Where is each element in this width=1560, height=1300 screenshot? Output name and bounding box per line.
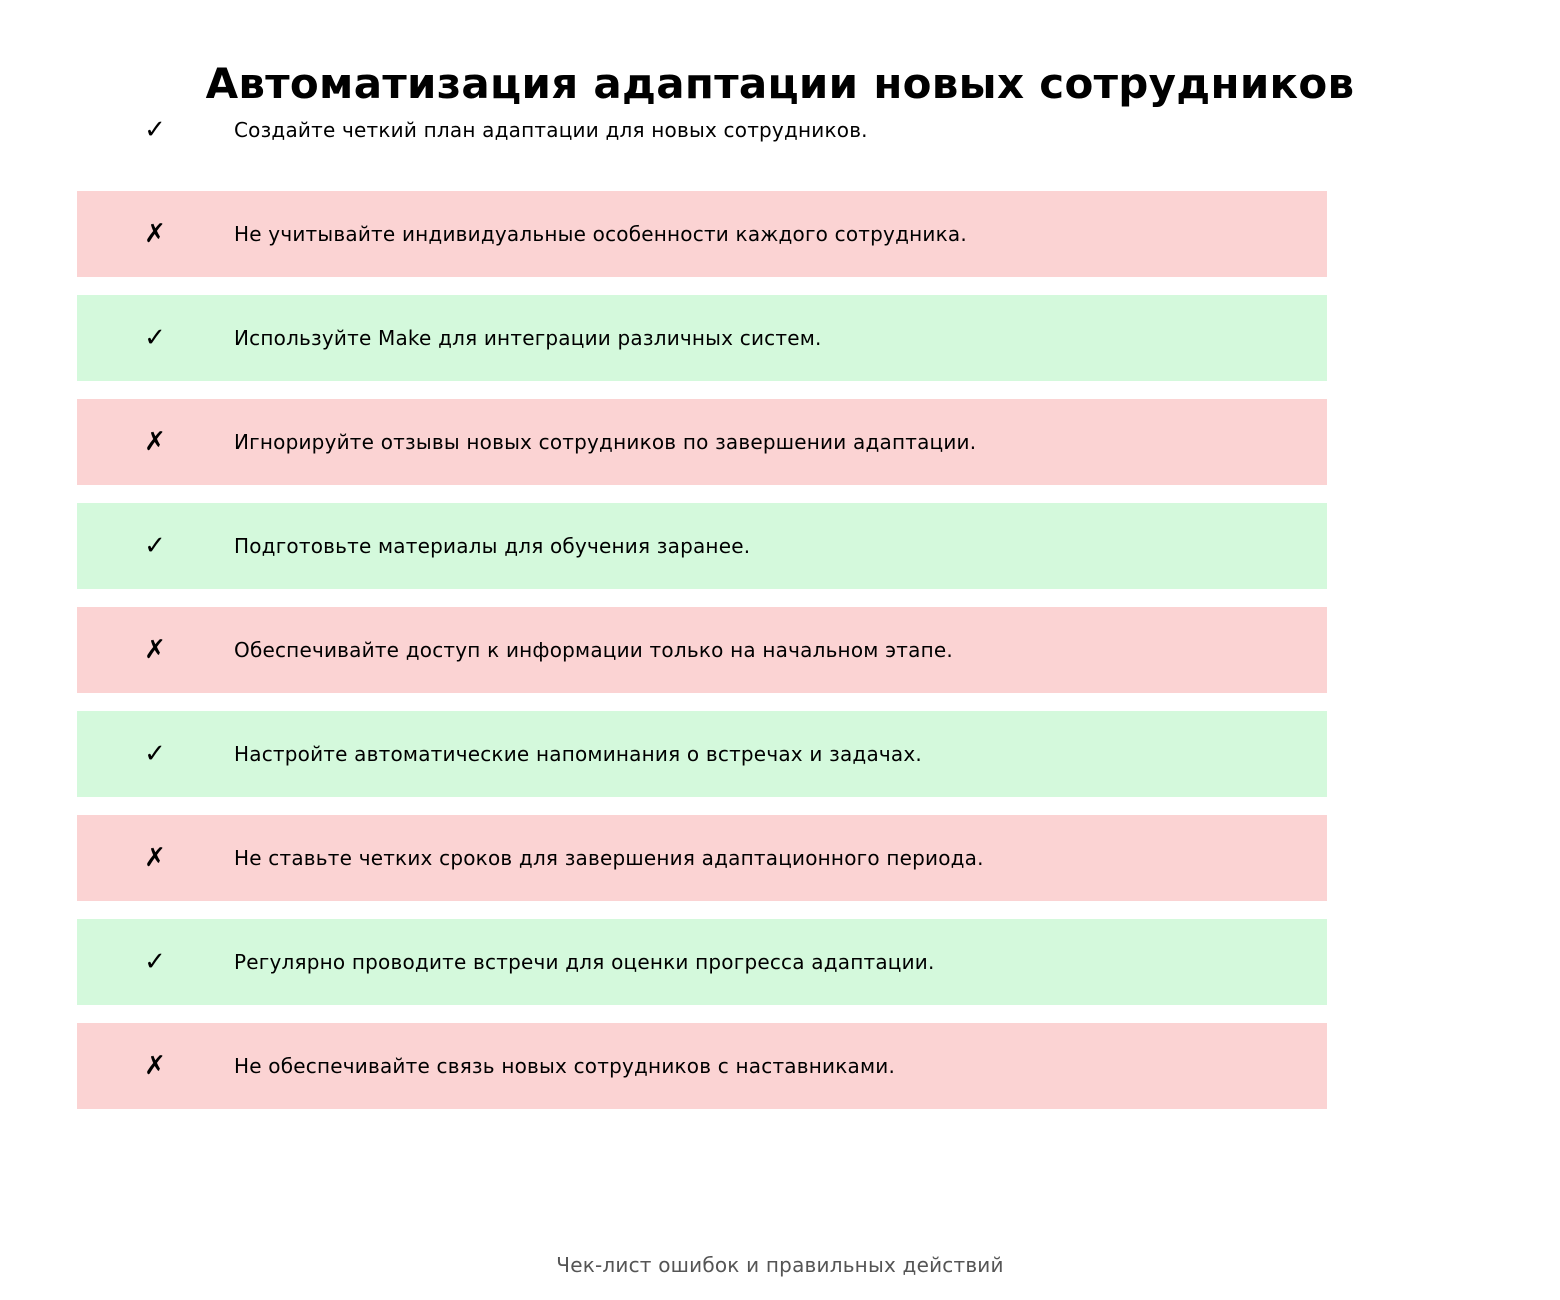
check-icon: ✓ xyxy=(144,323,166,353)
item-text: Обеспечивайте доступ к информации только на начальном этапе. xyxy=(234,638,953,662)
checklist-item-do xyxy=(77,919,1327,1005)
checklist-item-do xyxy=(77,503,1327,589)
item-text: Используйте Make для интеграции различных систем. xyxy=(234,326,822,350)
checklist-item-do xyxy=(77,295,1327,381)
cross-icon: ✗ xyxy=(144,1051,166,1081)
checklist-item-do xyxy=(77,711,1327,797)
check-icon: ✓ xyxy=(144,531,166,561)
footer-caption: Чек-лист ошибок и правильных действий xyxy=(556,1253,1004,1277)
check-icon: ✓ xyxy=(144,739,166,769)
checklist-item-dont xyxy=(77,607,1327,693)
checklist-item-dont xyxy=(77,1023,1327,1109)
item-text: Регулярно проводите встречи для оценки прогресса адаптации. xyxy=(234,950,935,974)
page-title: Автоматизация адаптации новых сотрудников xyxy=(205,59,1355,108)
checklist-item-dont xyxy=(77,815,1327,901)
item-text: Не ставьте четких сроков для завершения адаптационного периода. xyxy=(234,846,984,870)
checklist-item-do xyxy=(77,87,1327,173)
check-icon: ✓ xyxy=(144,947,166,977)
item-text: Настройте автоматические напоминания о встречах и задачах. xyxy=(234,742,922,766)
cross-icon: ✗ xyxy=(144,843,166,873)
cross-icon: ✗ xyxy=(144,219,166,249)
cross-icon: ✗ xyxy=(144,427,166,457)
item-text: Подготовьте материалы для обучения заранее. xyxy=(234,534,751,558)
item-text: Не обеспечивайте связь новых сотрудников с наставниками. xyxy=(234,1054,896,1078)
checklist-item-dont xyxy=(77,399,1327,485)
item-text: Не учитывайте индивидуальные особенности каждого сотрудника. xyxy=(234,222,967,246)
checklist-item-dont xyxy=(77,191,1327,277)
item-text: Игнорируйте отзывы новых сотрудников по завершении адаптации. xyxy=(234,430,977,454)
item-text: Создайте четкий план адаптации для новых сотрудников. xyxy=(234,118,868,142)
check-icon: ✓ xyxy=(144,115,166,145)
cross-icon: ✗ xyxy=(144,635,166,665)
